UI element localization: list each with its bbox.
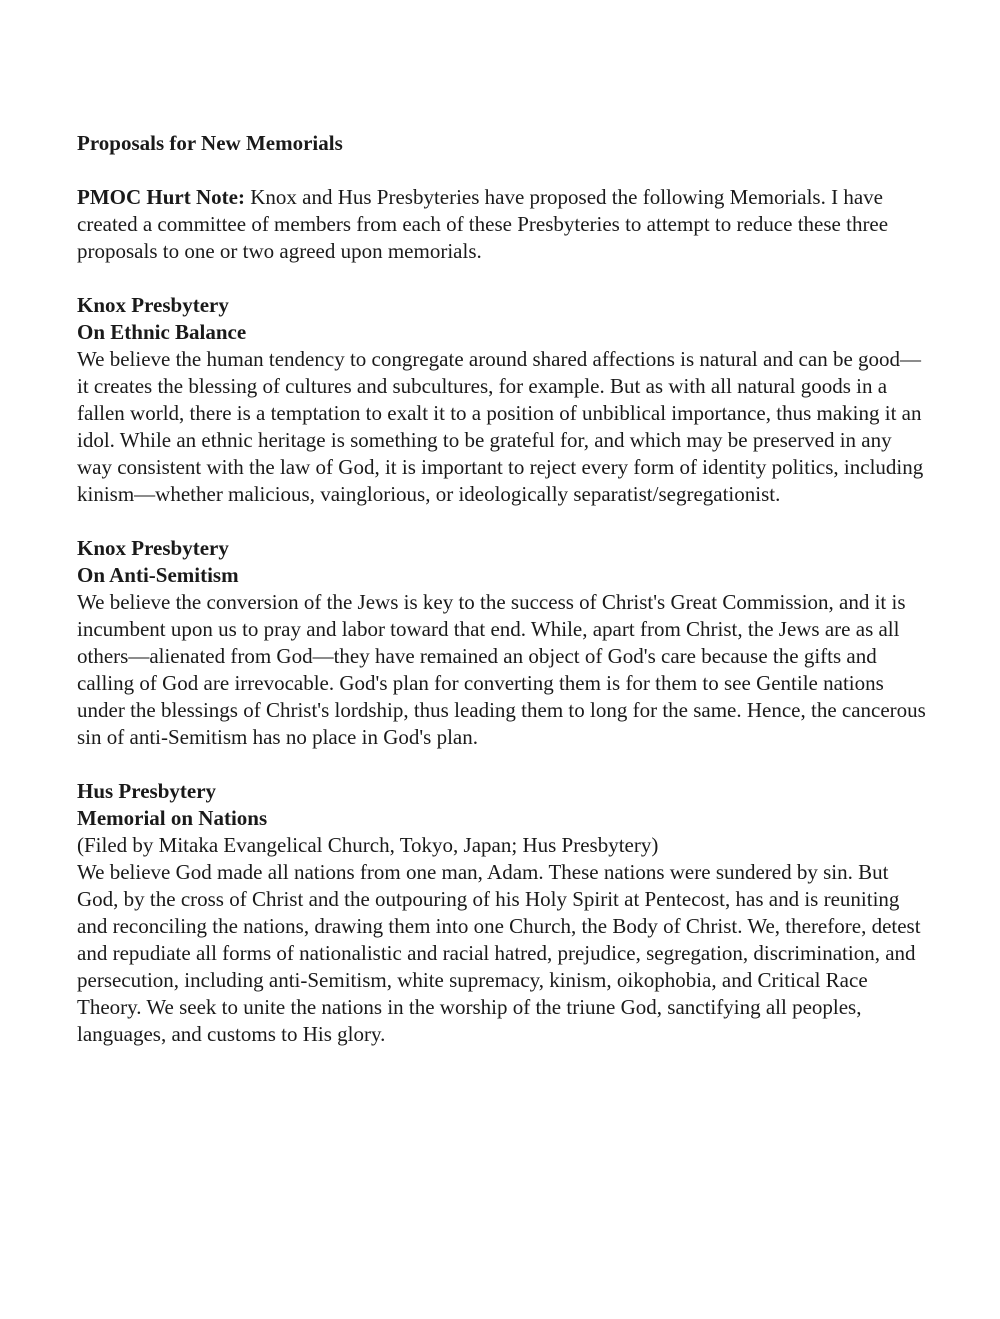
memorial-title: Memorial on Nations xyxy=(77,806,268,830)
pmoc-note-text: Knox and Hus Presbyteries have proposed the following Memorials. I have created a committee of members from each of these Presbyteries to attempt to reduce these three proposals to one or two agreed upon memorials. xyxy=(77,185,889,263)
memorial-filed-by: (Filed by Mitaka Evangelical Church, Tokyo, Japan; Hus Presbytery) xyxy=(77,833,659,857)
memorial-body: We believe the human tendency to congregate around shared affections is natural and can be good—it creates the blessing of cultures and subcultures, for example. But as with all natural goods in a fallen world, there is a temptation to exalt it to a position of unbiblical importance, thus making it an idol. While an ethnic heritage is something to be grateful for, and which may be preserved in any way consistent with the law of God, it is important to reject every form of identity politics, including kinism—whether malicious, vainglorious, or ideologically separatist/segregationist. xyxy=(77,347,924,506)
pmoc-note-label: PMOC Hurt Note: xyxy=(77,185,245,209)
memorial-anti-semitism xyxy=(77,535,927,751)
memorial-body: We believe the conversion of the Jews is key to the success of Christ's Great Commission, and it is incumbent upon us to pray and labor toward that end. While, apart from Christ, the Jews are as all others—alienated from God—they have remained an object of God's care because the gifts and calling of God are irrevocable. God's plan for converting them is for them to see Gentile nations under the blessings of Christ's lordship, thus leading them to long for the same. Hence, the cancerous sin of anti-Semitism has no place in God's plan. xyxy=(77,590,926,749)
pmoc-note xyxy=(77,184,927,265)
memorial-presbytery: Knox Presbytery xyxy=(77,536,229,560)
memorial-title: On Anti-Semitism xyxy=(77,563,239,587)
document-title: Proposals for New Memorials xyxy=(77,131,343,155)
memorial-body: We believe God made all nations from one man, Adam. These nations were sundered by sin. But God, by the cross of Christ and the outpouring of his Holy Spirit at Pentecost, has and is reuniting and reconciling the nations, drawing them into one Church, the Body of Christ. We, therefore, detest and repudiate all forms of nationalistic and racial hatred, prejudice, segregation, discrimination, and persecution, including anti-Semitism, white supremacy, kinism, oikophobia, and Critical Race Theory. We seek to unite the nations in the worship of the triune God, sanctifying all peoples, languages, and customs to His glory. xyxy=(77,860,921,1046)
memorial-ethnic-balance xyxy=(77,292,927,508)
memorial-title: On Ethnic Balance xyxy=(77,320,247,344)
memorial-on-nations xyxy=(77,778,927,1048)
memorial-presbytery: Knox Presbytery xyxy=(77,293,229,317)
memorial-presbytery: Hus Presbytery xyxy=(77,779,217,803)
document-page xyxy=(77,130,927,1048)
